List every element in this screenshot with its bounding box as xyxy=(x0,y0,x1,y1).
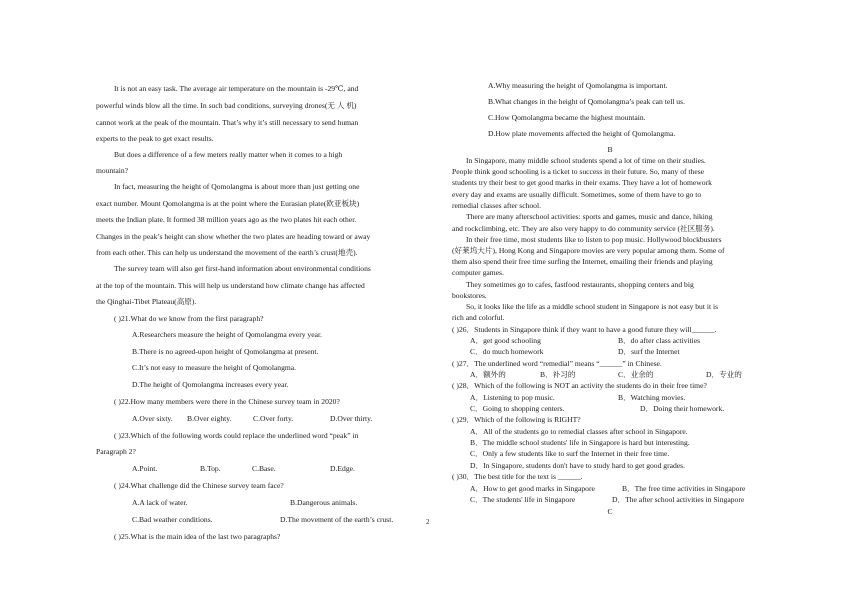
passage-line: exact number. Mount Qomolangma is at the point where the Eurasian plate(欧亚板块) xyxy=(96,199,360,208)
question-21-stem: ( )21.What do we know from the first paragraph? xyxy=(114,314,264,323)
passage-line: In fact, measuring the height of Qomolangma is about more than just getting one xyxy=(114,182,360,191)
q22-option: C.Over forty. xyxy=(253,414,294,423)
question-25-stem: ( )25.What is the main idea of the last two paragraphs? xyxy=(114,532,281,541)
q27-option: D．专业的 xyxy=(706,370,742,379)
q25-option: B.What changes in the height of Qomolangma’s peak can tell us. xyxy=(488,97,685,106)
q30-option: D．The after school activities in Singapore xyxy=(612,495,745,504)
passage-line: There are many afterschool activities: sports and games, music and dance, hiking xyxy=(466,212,713,221)
q21-option: B.There is no agreed-upon height of Qomolangma at present. xyxy=(132,347,319,356)
question-26-stem: ( )26．Students in Singapore think if they want to have a good future they will______. xyxy=(452,325,717,334)
passage-line: In Singapore, many middle school students spend a lot of time on their studies. xyxy=(466,156,706,165)
passage-line: experts to the peak to get exact results. xyxy=(96,134,214,143)
passage-line: the Qinghai-Tibet Plateau(高原). xyxy=(96,297,197,306)
q30-option: B．The free time activities in Singapore xyxy=(622,484,746,493)
q26-option: C．do much homework xyxy=(470,347,544,356)
q24-option: C.Bad weather conditions. xyxy=(132,515,213,524)
q25-option: C.How Qomolangma became the highest mountain. xyxy=(488,113,646,122)
q26-option: D．surf the Internet xyxy=(618,347,680,356)
q22-option: D.Over thirty. xyxy=(330,414,373,423)
question-22-stem: ( )22.How many members were there in the Chinese survey team in 2020? xyxy=(114,397,340,406)
q23-option: C.Base. xyxy=(252,464,276,473)
section-b-heading: B xyxy=(607,145,613,154)
question-29-stem: ( )29．Which of the following is RIGHT? xyxy=(452,415,581,424)
question-30-stem: ( )30．The best title for the text is ______. xyxy=(452,472,583,481)
passage-line: remedial classes after school. xyxy=(452,201,541,210)
question-28-stem: ( )28．Which of the following is NOT an activity the students do in their free time? xyxy=(452,381,707,390)
q23-option: B.Top. xyxy=(200,464,221,473)
page-number: 2 xyxy=(426,518,430,526)
q24-option: A.A lack of water. xyxy=(132,498,188,507)
q23-option: D.Edge. xyxy=(330,464,355,473)
q24-option: B.Dangerous animals. xyxy=(290,498,358,507)
q25-option: A.Why measuring the height of Qomolangma is important. xyxy=(488,81,668,90)
q23-option: A.Point. xyxy=(132,464,158,473)
passage-line: them also spend their free time surfing the Internet, emailing their friends and playing xyxy=(452,257,713,266)
passage-line: every day and exams are usually difficult. Sometimes, some of them have to go to xyxy=(452,190,702,199)
q21-option: D.The height of Qomolangma increases every year. xyxy=(132,380,289,389)
passage-line: powerful winds blow all the time. In such bad conditions, surveying drones(无 人 机) xyxy=(96,101,357,110)
q24-option: D.The movement of the earth’s crust. xyxy=(280,515,394,524)
passage-line: It is not an easy task. The average air temperature on the mountain is -29℃, and xyxy=(114,84,359,93)
q28-option: B．Watching movies. xyxy=(618,393,686,402)
q30-option: A．How to get good marks in Singapore xyxy=(470,484,595,493)
passage-line: cannot work at the peak of the mountain. That’s why it’s still necessary to send human xyxy=(96,118,359,127)
q29-option: A．All of the students go to remedial classes after school in Singapore. xyxy=(470,427,688,436)
passage-line: rich and colorful. xyxy=(452,313,505,322)
passage-line: and rockclimbing, etc. They are also very happy to do community service (社区服务). xyxy=(452,224,715,233)
q28-option: A．Listening to pop music. xyxy=(470,393,555,402)
q26-option: A．get good schooling xyxy=(470,336,541,345)
passage-line: In their free time, most students like to listen to pop music. Hollywood blockbusters xyxy=(466,235,722,244)
passage-line: (好莱坞大片), Hong Kong and Singapore movies are very popular among them. Some of xyxy=(452,246,725,255)
passage-line: mountain? xyxy=(96,166,129,175)
passage-line: from each other. This can help us understand the movement of the earth’s crust(地壳). xyxy=(96,248,358,257)
question-23-stem-cont: Paragraph 2? xyxy=(96,447,136,456)
passage-line: meets the Indian plate. It formed 38 million years ago as the two plates hit each other. xyxy=(96,215,357,224)
question-27-stem: ( )27．The underlined word “remedial” means “______” in Chinese. xyxy=(452,359,662,368)
question-24-stem: ( )24.What challenge did the Chinese survey team face? xyxy=(114,481,284,490)
passage-line: Changes in the peak’s height can show whether the two plates are heading toward or away xyxy=(96,232,371,241)
passage-line: The survey team will also get first-hand information about environmental conditions xyxy=(114,264,371,273)
q27-option: A．额外的 xyxy=(470,370,506,379)
passage-line: bookstores. xyxy=(452,291,487,300)
q29-option: D．In Singapore, students don't have to study hard to get good grades. xyxy=(470,461,686,470)
q27-option: B．补习的 xyxy=(540,370,576,379)
q22-option: A.Over sixty. xyxy=(132,414,173,423)
q21-option: A.Researchers measure the height of Qomolangma every year. xyxy=(132,330,322,339)
passage-line: They sometimes go to cafes, fastfood restaurants, shopping centers and big xyxy=(466,280,694,289)
q22-option: B.Over eighty. xyxy=(187,414,232,423)
passage-line: computer games. xyxy=(452,268,504,277)
q26-option: B．do after class activities xyxy=(618,336,701,345)
question-23-stem: ( )23.Which of the following words could replace the underlined word “peak” in xyxy=(114,431,359,440)
q28-option: C．Going to shopping centers. xyxy=(470,404,565,413)
q25-option: D.How plate movements affected the height of Qomolangma. xyxy=(488,129,676,138)
passage-line: But does a difference of a few meters really matter when it comes to a high xyxy=(114,150,343,159)
q30-option: C．The students' life in Singapore xyxy=(470,495,576,504)
section-c-heading: C xyxy=(607,507,613,516)
q28-option: D．Doing their homework. xyxy=(640,404,725,413)
q27-option: C．业余的 xyxy=(618,370,654,379)
q21-option: C.It’s not easy to measure the height of Qomolangma. xyxy=(132,363,297,372)
passage-line: People think good schooling is a ticket to success in their future. So, many of these xyxy=(452,167,705,176)
passage-line: at the top of the mountain. This will help us understand how climate change has affected xyxy=(96,281,365,290)
passage-line: So, it looks like the life as a middle school student in Singapore is not easy but it is xyxy=(466,302,719,311)
passage-line: students try their best to get good marks in their exams. They have a lot of homework xyxy=(452,178,712,187)
q29-option: B．The middle school students' life in Singapore is hard but interesting. xyxy=(470,438,690,447)
q29-option: C．Only a few students like to surf the Internet in their free time. xyxy=(470,449,670,458)
